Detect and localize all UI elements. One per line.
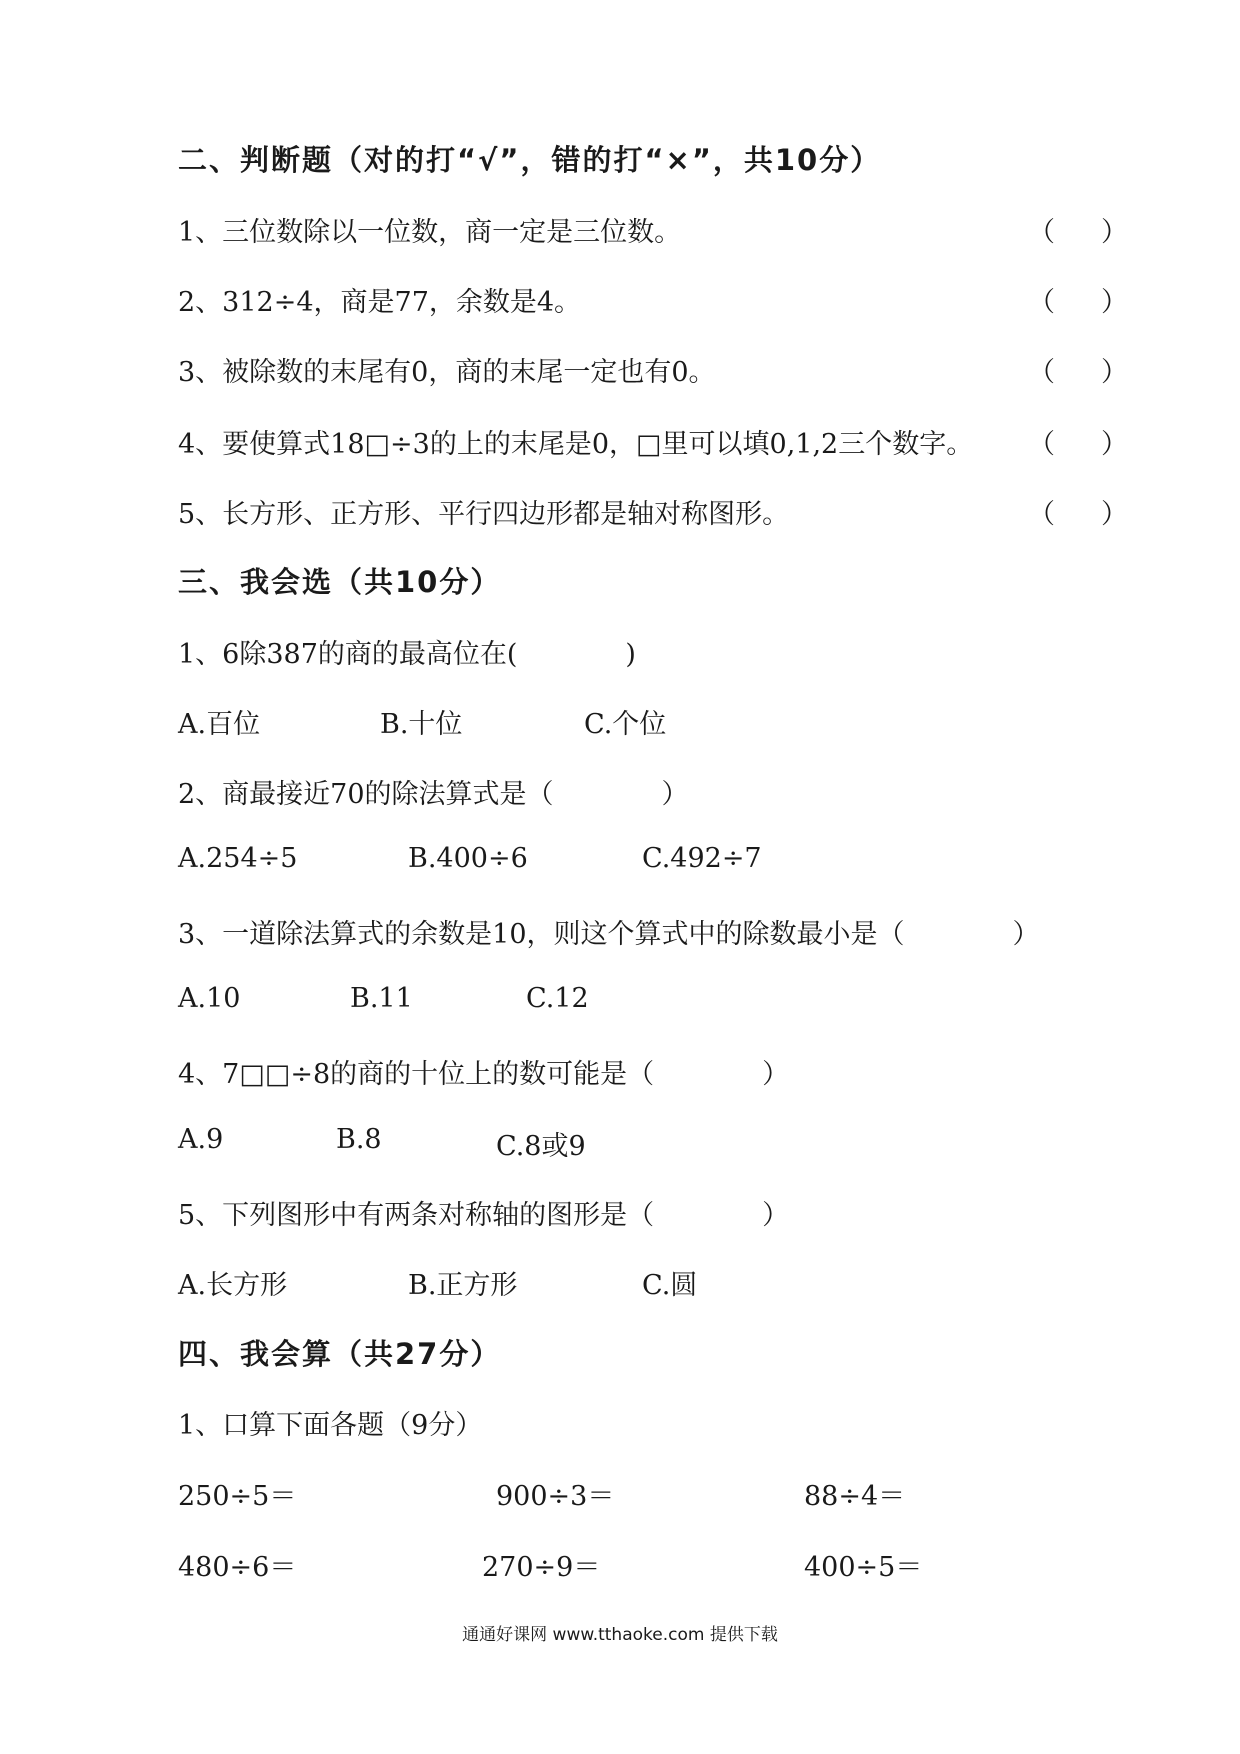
calc-problem-5: 270÷9＝ xyxy=(482,1552,601,1583)
choice-2-option-c[interactable]: C.492÷7 xyxy=(642,843,762,874)
calc-problem-2: 900÷3＝ xyxy=(496,1481,615,1512)
judge-item-1: 1、三位数除以一位数，商一定是三位数。 xyxy=(178,217,682,248)
footer-credit: 通通好课网 www.tthaoke.com 提供下载 xyxy=(462,1625,778,1645)
choice-question-2: 2、商最接近70的除法算式是（ ） xyxy=(178,779,689,810)
choice-1-option-c[interactable]: C.个位 xyxy=(584,709,667,740)
calc-problem-6: 400÷5＝ xyxy=(804,1552,923,1583)
choice-2-option-b[interactable]: B.400÷6 xyxy=(408,843,528,874)
calc-problem-4: 480÷6＝ xyxy=(178,1552,297,1583)
answer-paren-4[interactable]: （ ） xyxy=(1028,429,1128,460)
answer-paren-2[interactable]: （ ） xyxy=(1028,287,1128,318)
answer-paren-5[interactable]: （ ） xyxy=(1028,499,1128,530)
answer-paren-1[interactable]: （ ） xyxy=(1028,217,1128,248)
choice-5-option-c[interactable]: C.圆 xyxy=(642,1270,698,1301)
choice-question-4: 4、7□□÷8的商的十位上的数可能是（ ） xyxy=(178,1059,790,1090)
calc-problem-1: 250÷5＝ xyxy=(178,1481,297,1512)
judge-item-3: 3、被除数的末尾有0，商的末尾一定也有0。 xyxy=(178,357,716,388)
choice-3-option-c[interactable]: C.12 xyxy=(526,983,589,1014)
answer-paren-3[interactable]: （ ） xyxy=(1028,357,1128,388)
choice-question-3: 3、一道除法算式的余数是10，则这个算式中的除数最小是（ ） xyxy=(178,919,1040,950)
judge-item-4: 4、要使算式18□÷3的上的末尾是0，□里可以填0,1,2三个数字。 xyxy=(178,429,974,460)
choice-3-option-b[interactable]: B.11 xyxy=(350,983,413,1014)
choice-1-option-a[interactable]: A.百位 xyxy=(178,709,261,740)
oral-calc-heading: 1、口算下面各题（9分） xyxy=(178,1410,483,1441)
judge-item-2: 2、312÷4，商是77，余数是4。 xyxy=(178,287,582,318)
choice-1-option-b[interactable]: B.十位 xyxy=(380,709,463,740)
section-2-title: 二、判断题（对的打“√”，错的打“×”，共10分） xyxy=(178,143,882,177)
judge-item-5: 5、长方形、正方形、平行四边形都是轴对称图形。 xyxy=(178,499,790,530)
choice-5-option-b[interactable]: B.正方形 xyxy=(408,1270,518,1301)
section-4-title: 四、我会算（共27分） xyxy=(178,1337,502,1371)
choice-question-5: 5、下列图形中有两条对称轴的图形是（ ） xyxy=(178,1200,790,1231)
choice-4-option-a[interactable]: A.9 xyxy=(178,1124,224,1155)
choice-3-option-a[interactable]: A.10 xyxy=(178,983,241,1014)
choice-5-option-a[interactable]: A.长方形 xyxy=(178,1270,288,1301)
section-3-title: 三、我会选（共10分） xyxy=(178,565,502,599)
choice-4-option-b[interactable]: B.8 xyxy=(336,1124,382,1155)
choice-2-option-a[interactable]: A.254÷5 xyxy=(178,843,298,874)
choice-question-1: 1、6除387的商的最高位在( ) xyxy=(178,639,636,670)
choice-4-option-c[interactable]: C.8或9 xyxy=(496,1131,586,1162)
calc-problem-3: 88÷4＝ xyxy=(804,1481,906,1512)
